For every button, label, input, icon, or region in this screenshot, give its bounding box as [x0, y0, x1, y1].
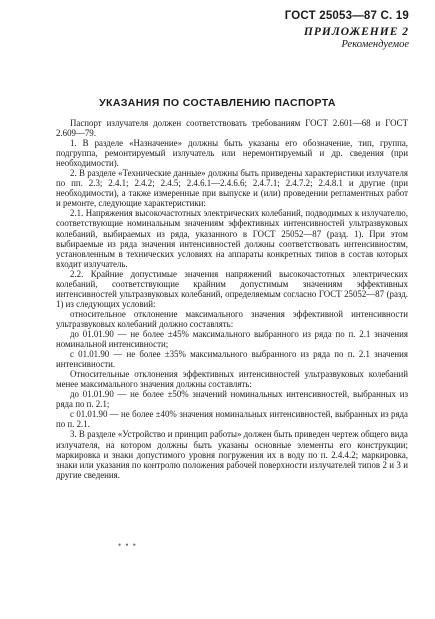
footer-mark: • • • — [118, 540, 137, 550]
paragraph: с 01.01.90 — не более ±40% значения номинальных интенсивностей, выбранных из ряда по п. 2.1. — [56, 409, 408, 430]
appendix-status: Рекомендуемое — [341, 39, 409, 50]
page-header — [149, 10, 409, 50]
paragraph: с 01.01.90 — не более ±35% максимального выбранного из ряда по п. 2.1 значения интенсивности. — [56, 349, 408, 370]
paragraph: 2.2. Крайние допустимые значения напряжений высокочастотных электрических колебаний, соответствующие крайним допустимым значениям эффективных интенсивностей ультразвуковых колебаний, определяемым согласно ГОСТ 25052—87 (разд. 1) из следующих условий: — [56, 268, 408, 309]
paragraph: до 01.01.90 — не более ±45% максимального выбранного из ряда по п. 2.1 значения номинальной интенсивности; — [56, 328, 408, 350]
section-title: УКАЗАНИЯ ПО СОСТАВЛЕНИЮ ПАСПОРТА — [99, 97, 336, 109]
paragraph: 3. В разделе «Устройство и принцип работы» должен быть приведен чертеж общего вида излучателя, на котором должны быть указаны основные элементы его конструкции; маркировка и знаки допустимого уровня погружения их в воду по п. 2.4.4.2; маркировка, знаки или указания по контролю положения рабочей поверхности излучателей типов 2 и 3 и другие сведения. — [56, 429, 408, 480]
paragraph: 2.1. Напряжения высокочастотных электрических колебаний, подводимых к излучателю, соответствующие номинальным значениям эффективных интенсивностей ультразвуковых колебаний, выбираемых из ряда, указанного в ГОСТ 25052—87 (разд. 1). При этом выбираемые из ряда значения интенсивностей должны соответствовать интенсивностям, установленным в технических условиях на аппараты конкретных типов в состав которых входит излучатель. — [56, 208, 408, 269]
paragraph: до 01.01.90 — не более ±50% значений номинальных интенсивностей, выбранных из ряда по п. 2.1; — [56, 389, 408, 410]
paragraph: Паспорт излучателя должен соответствовать требованиям ГОСТ 2.601—68 и ГОСТ 2.609—79. — [56, 118, 408, 139]
document-body — [56, 118, 408, 480]
paragraph: 1. В разделе «Назначение» должны быть указаны его обозначение, тип, группа, подгруппа, ремонтируемый излучатель или неремонтируемый и др. сведения (при необходимости). — [56, 138, 408, 169]
appendix-label: ПРИЛОЖЕНИЕ 2 — [303, 26, 409, 38]
standard-number: ГОСТ 25053—87 С. 19 — [284, 10, 409, 22]
paragraph: 2. В разделе «Технические данные» должны быть приведены характеристики излучателя по пп. 2.3; 2.4.1; 2.4.2; 2.4.5; 2.4.6.1—2.4.6.6; 2.4.7.1; 2.4.7.2; 2.4.8.1 и другие (при необходимости), а также измеренные при выпуске и (или) проведении регламентных работ и ремонте, следующие характеристики: — [56, 168, 408, 209]
paragraph: относительное отклонение максимального значения эффективной интенсивности ультразвуковых колебаний должно составлять: — [56, 308, 408, 329]
paragraph: Относительные отклонения эффективных интенсивностей ультразвуковых колебаний менее максимального значения должны составлять: — [56, 369, 408, 390]
